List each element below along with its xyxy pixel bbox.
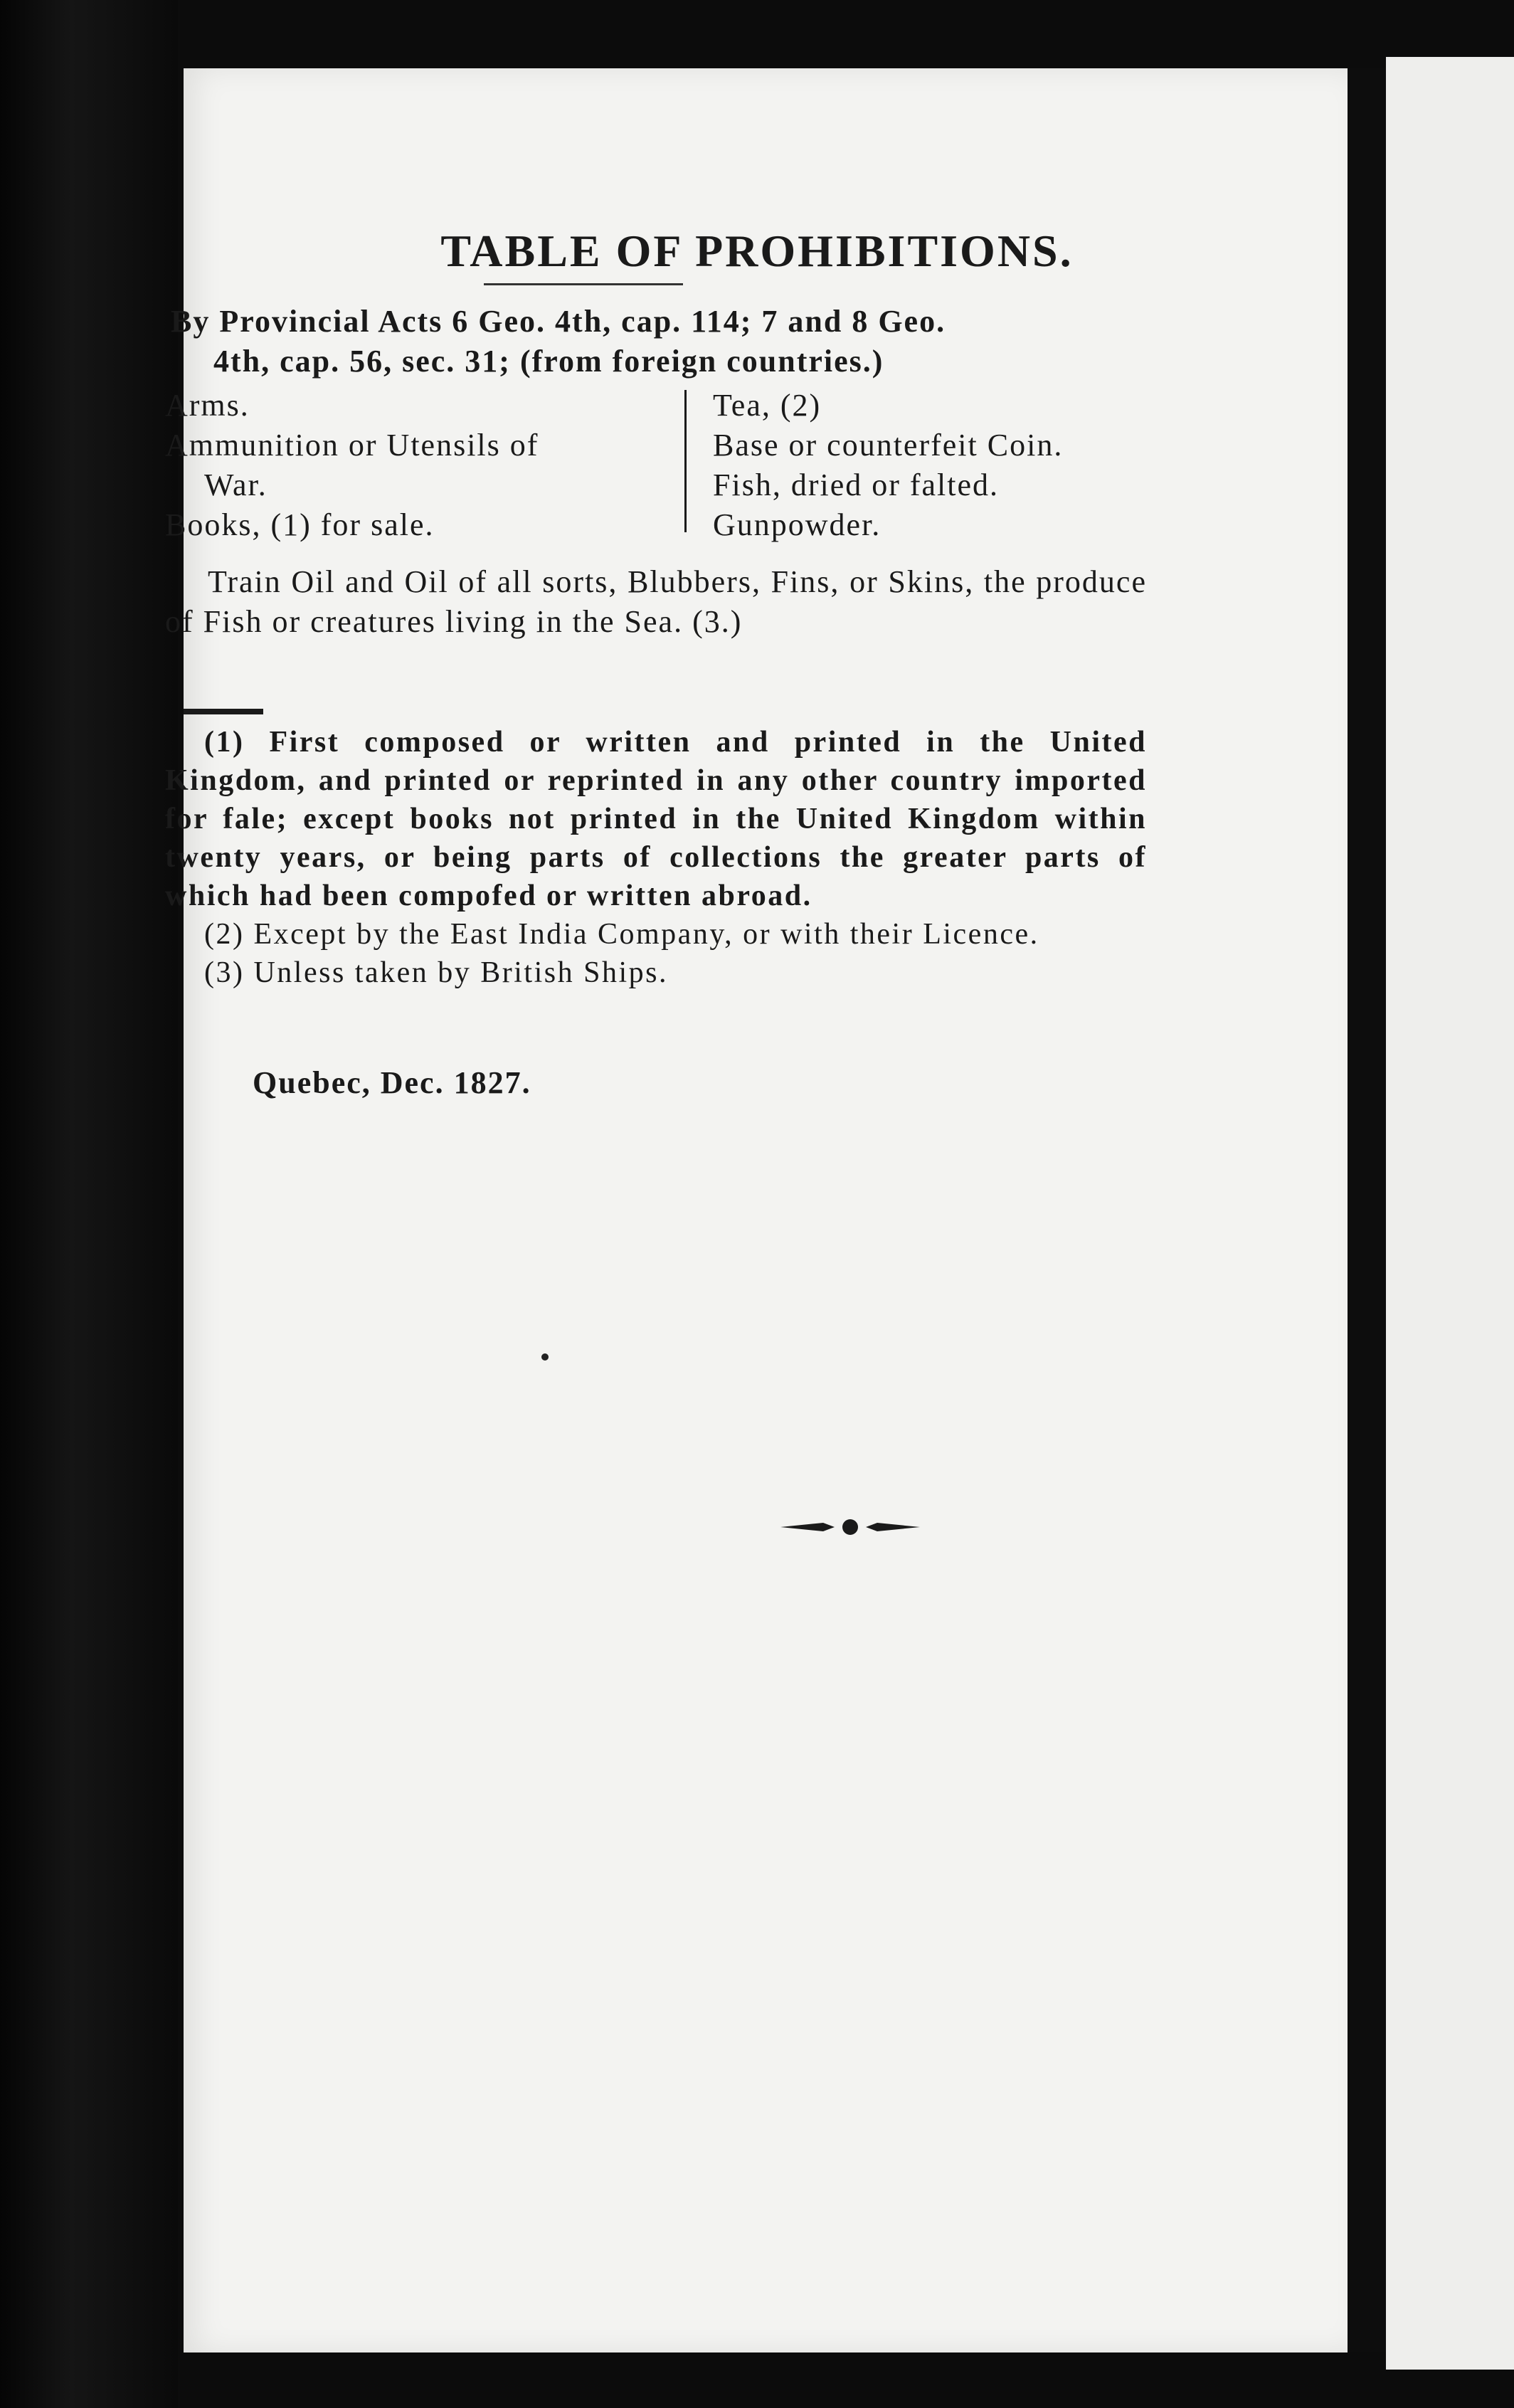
scan-left-margin xyxy=(0,0,178,2408)
prohibitions-left-column xyxy=(165,386,656,545)
ink-speck xyxy=(541,1353,549,1361)
place-date: Quebec, Dec. 1827. xyxy=(253,1065,531,1100)
prohibitions-right-column xyxy=(713,386,1147,545)
footnote-2: (2) Except by the East India Company, or with their Licence. xyxy=(204,918,1039,951)
footnotes xyxy=(165,723,1147,992)
column-divider xyxy=(684,390,687,532)
footnote-3: (3) Unless taken by British Ships. xyxy=(204,956,668,989)
prohibition-item: Base or counterfeit Coin. xyxy=(713,428,1064,463)
prohibition-item: Books, (1) for sale. xyxy=(165,507,435,542)
train-oil-paragraph: Train Oil and Oil of all sorts, Blubbers, Fins, or Skins, the produce of Fish or creatures living in the Sea. (3.) xyxy=(165,564,1147,639)
footnote-1: (1) First composed or written and printed in the United Kingdom, and printed or reprinted in any other country imported for fale; except books not printed in the United Kingdom within twenty years, or being parts of collections the greater parts of which had been compofed or written abroad. xyxy=(165,726,1147,912)
authority-line-1: By Provincial Acts 6 Geo. 4th, cap. 114; 7 and 8 Geo. xyxy=(171,304,946,339)
prohibition-item: War. xyxy=(204,468,268,502)
prohibition-item: Ammunition or Utensils of xyxy=(165,428,539,463)
prohibition-item: Tea, (2) xyxy=(713,388,822,423)
authority-text xyxy=(171,302,1145,381)
page-edge xyxy=(1348,68,1386,2352)
prohibition-item: Gunpowder. xyxy=(713,507,882,542)
facing-page xyxy=(1386,57,1514,2370)
prohibitions-columns xyxy=(165,386,1147,578)
prohibition-item: Fish, dried or falted. xyxy=(713,468,1000,502)
authority-line-2: 4th, cap. 56, sec. 31; (from foreign countries.) xyxy=(213,344,884,379)
section-rule xyxy=(184,709,263,714)
prohibition-item: Arms. xyxy=(165,388,250,423)
page-title: TABLE OF PROHIBITIONS. xyxy=(440,226,1074,276)
title-rule xyxy=(484,283,683,285)
ornament-icon xyxy=(779,1514,921,1540)
